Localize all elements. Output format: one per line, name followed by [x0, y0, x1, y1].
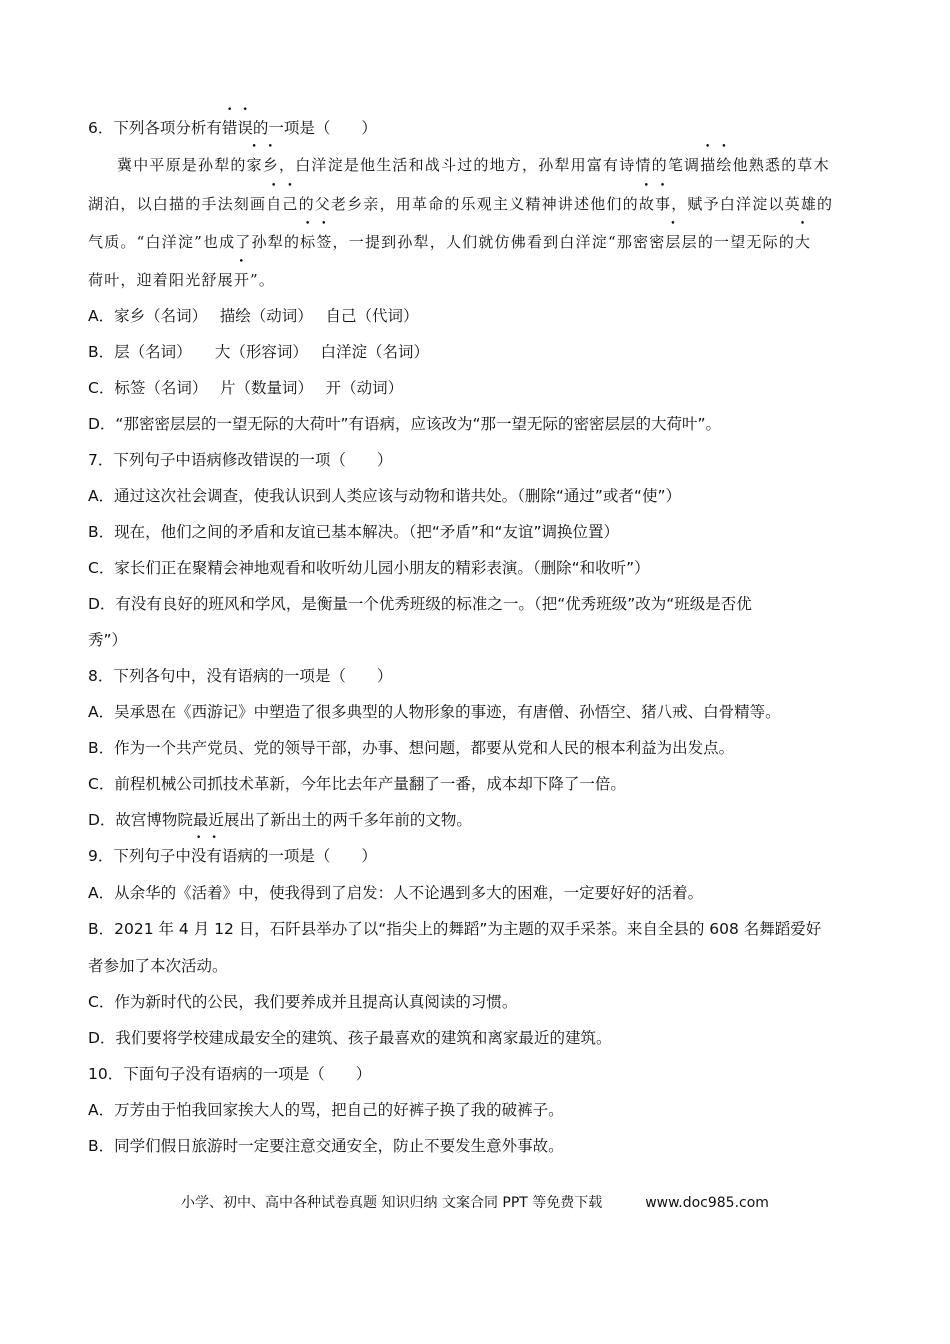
q7-option-b: B．现在，他们之间的矛盾和友谊已基本解决。（把“矛盾”和“友谊”调换位置）	[88, 523, 620, 541]
q6-option-b: B．层（名词） 大（形容词） 白洋淀（名词）	[88, 343, 430, 361]
q9-option-d: D．我们要将学校建成最安全的建筑、孩子最喜欢的建筑和离家最近的建筑。	[88, 1029, 612, 1047]
footer-url[interactable]: www.doc985.com	[645, 1195, 769, 1211]
q10-option-a: A．万芳由于怕我回家挨大人的骂，把自己的好裤子换了我的破裤子。	[88, 1101, 564, 1119]
q10-option-b: B．同学们假日旅游时一定要注意交通安全，防止不要发生意外事故。	[88, 1137, 564, 1155]
q6-option-d: D．“那密密层层的一望无际的大荷叶”有语病，应该改为“那一望无际的密密层层的大荷叶”。	[88, 415, 722, 433]
q8-stem: 8．下列各句中，没有语病的一项是（ ）	[88, 667, 393, 685]
q9-option-a: A．从余华的《活着》中，使我得到了启发：人不论遇到多大的困难，一定要好好的活着。	[88, 884, 704, 902]
q6-option-a: A．家乡（名词） 描绘（动词） 自己（代词）	[88, 307, 419, 325]
q9-option-b: B．2021 年 4 月 12 日，石阡县举办了以“指尖上的舞蹈”为主题的双手采茶。来自全县的 608 名舞蹈爱好	[88, 920, 822, 938]
q6-para-line-3: 气质。“白洋淀”也成了孙犁的标签，一提到孙犁，人们就仿佛看到白洋淀“那密密层层的一望无际的大	[88, 233, 812, 251]
q6-para-line-4: 荷叶，迎着阳光舒展开”。	[88, 271, 276, 289]
q7-option-d-cont: 秀”）	[88, 631, 128, 649]
page-footer	[0, 1192, 950, 1212]
q6-para-line-1: 冀中平原是孙犁的家乡，白洋淀是他生活和战斗过的地方，孙犁用富有诗情的笔调描绘他熟悉的草木	[117, 156, 830, 174]
q7-option-a: A．通过这次社会调查，使我认识到人类应该与动物和谐共处。（删除“通过”或者“使”）	[88, 487, 681, 505]
q10-stem: 10．下面句子没有语病的一项是（ ）	[88, 1065, 372, 1083]
q8-option-c: C．前程机械公司抓技术革新，今年比去年产量翻了一番，成本却下降了一倍。	[88, 775, 626, 793]
q7-stem: 7．下列句子中语病修改错误的一项（ ）	[88, 451, 393, 469]
q6-para-line-2: 湖泊，以白描的手法刻画自己的父老乡亲，用革命的乐观主义精神讲述他们的故事，赋予白洋淀以英雄的	[88, 195, 834, 213]
q9-option-c: C．作为新时代的公民，我们要养成并且提高认真阅读的习惯。	[88, 993, 518, 1011]
q8-option-a: A．吴承恩在《西游记》中塑造了很多典型的人物形象的事迹，有唐僧、孙悟空、猪八戒、白骨精等。	[88, 703, 781, 721]
q7-option-c: C．家长们正在聚精会神地观看和收听幼儿园小朋友的精彩表演。（删除“和收听”）	[88, 559, 650, 577]
footer-text: 小学、初中、高中各种试卷真题 知识归纳 文案合同 PPT 等免费下载	[181, 1195, 603, 1211]
q6-stem: 6．下列各项分析有错误的一项是（ ）	[88, 119, 377, 137]
q6-option-c: C．标签（名词） 片（数量词） 开（动词）	[88, 379, 404, 397]
q9-option-b-cont: 者参加了本次活动。	[88, 957, 228, 975]
q7-option-d: D．有没有良好的班风和学风，是衡量一个优秀班级的标准之一。（把“优秀班级”改为“班级是否优	[88, 595, 752, 613]
q8-option-d: D．故宫博物院最近展出了新出土的两千多年前的文物。	[88, 811, 472, 829]
q8-option-b: B．作为一个共产党员、党的领导干部，办事、想问题，都要从党和人民的根本利益为出发点。	[88, 739, 735, 757]
q9-stem: 9．下列句子中没有语病的一项是（ ）	[88, 847, 377, 865]
